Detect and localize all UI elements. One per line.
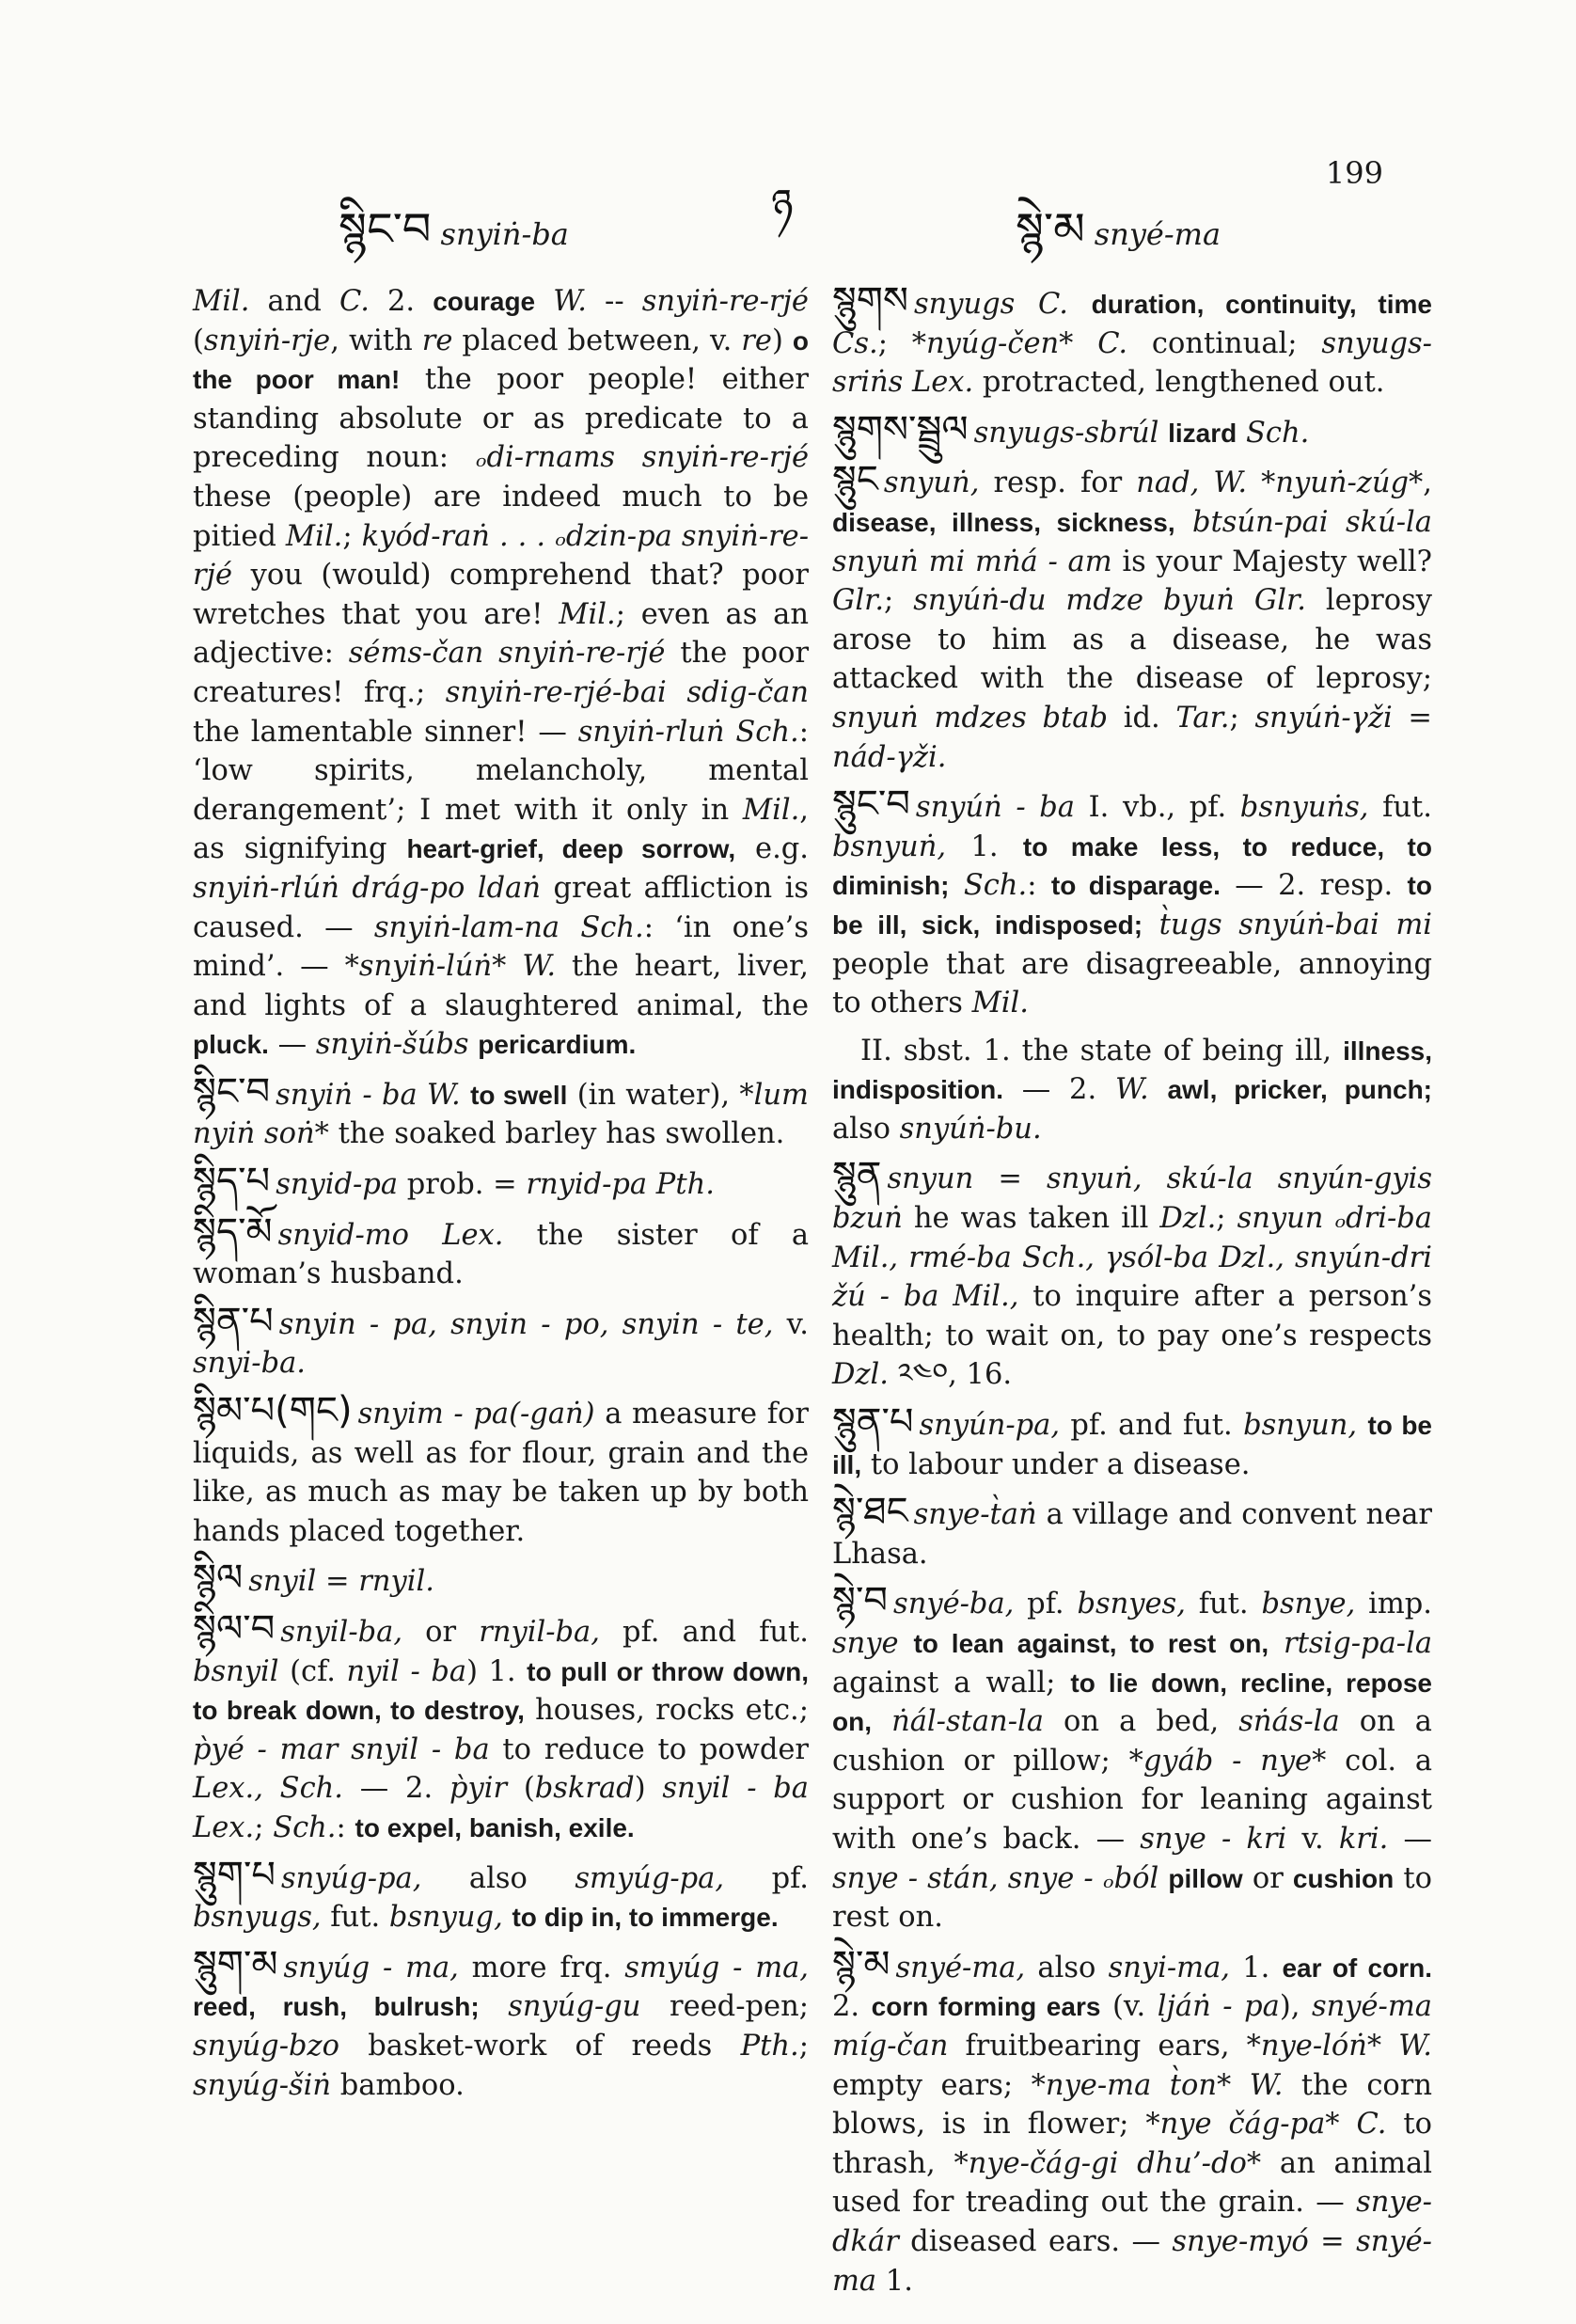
entry-headword-tibetan: སྙིལ་བ [193, 1607, 276, 1651]
dictionary-entry [193, 1853, 809, 1937]
entry-text: snyé-ba, pf. bsnyes, fut. bsnye, imp. snye to lean against, to rest on, rtsig-pa-la against a wall; to lie down, recline, repose on, ṅál-stan-la on a bed, sṅás-la on a cushion or pillow; *gyáb - nye* col. a support or cushion for leaning against with one’s back. — snye - kri v. kri. — snye - stán, snye - ₒból pillow or cushion to rest on. [832, 1588, 1433, 1935]
entry-text: snyugs-sbrúl lizard Sch. [973, 416, 1310, 450]
entry-headword-tibetan: སྙུང [832, 458, 878, 502]
dictionary-entry [193, 1162, 809, 1205]
entry-text: Mil. and C. 2. courage W. -- snyiṅ-re-rjé (snyiṅ-rje, with re placed between, v. re) o the poor man! the poor people! either standing absolute or as predicate to a preceding noun: ₒdi-rnams snyiṅ-re-rjé these (people) are indeed much to be pitied Mil.; kyód-raṅ . . . ₒdzin-pa snyiṅ-re-rjé you (would) comprehend that? poor wretches that you are! Mil.; even as an adjective: séms-čan snyiṅ-re-rjé the poor creatures! frq.; snyiṅ-re-rjé-bai sdig-čan the lamentable sinner! — snyiṅ-rluṅ Sch.: ‘low spirits, melancholy, mental derangement’; I met with it only in Mil., as signifying heart-grief, deep sorrow, e.g. snyiṅ-rlúṅ drág-po ldaṅ great affliction is caused. — snyiṅ-lam-na Sch.: ‘in one’s mind’. — *snyiṅ-lúṅ* W. the heart, liver, and lights of a slaughtered animal, the pluck. — snyiṅ-šúbs pericardium. [193, 285, 810, 1062]
dictionary-entry [193, 1299, 809, 1383]
entry-text: snyugs C. duration, continuity, time Cs.; *nyúg-čen* C. continual; snyugs-sriṅs Lex. protracted, lengthened out. [832, 288, 1432, 400]
entry-text: snyin - pa, snyin - po, snyin - te, v. snyi-ba. [193, 1307, 809, 1381]
entry-text: snyúṅ - ba I. vb., pf. bsnyuṅs, fut. bsnyuṅ, 1. to make less, to reduce, to diminish; Sch.: to disparage. — 2. resp. to be ill, sick, indisposed; t̀ugs snyúṅ-bai mi people that are disagreeable, annoying to others Mil. [832, 791, 1432, 1020]
entry-headword-tibetan: སྙིང་བ [193, 1069, 271, 1114]
dictionary-entry [832, 785, 1432, 1023]
dictionary-entry [193, 1607, 809, 1848]
entry-text: snyid-pa prob. = rnyid-pa Pth. [276, 1168, 715, 1202]
header-left-word: snyiṅ-ba [440, 216, 569, 252]
dictionary-entry [832, 1400, 1432, 1484]
entry-headword-tibetan: སྙུན་པ [832, 1400, 914, 1445]
entry-headword-tibetan: སྙེ་མ [832, 1942, 890, 1986]
dictionary-entry [832, 458, 1432, 777]
entry-text: snye-t̀aṅ a village and convent near Lhasa. [832, 1498, 1432, 1571]
page-number: 199 [1325, 155, 1383, 191]
entry-headword-tibetan: སྙུང་བ [832, 783, 910, 827]
dictionary-entry [193, 1559, 809, 1602]
entry-text: snyúg - ma, more frq. smyúg - ma, reed, rush, bulrush; snyúg-gu reed-pen; snyúg-bzo basket-work of reeds Pth.; snyúg-šiṅ bamboo. [193, 1951, 809, 2102]
entry-headword-tibetan: སྙིད་མོ [193, 1209, 273, 1254]
entry-headword-tibetan: སྙིད་པ [193, 1160, 271, 1204]
entry-headword-tibetan: སྙུགས་སྦྲུལ [832, 407, 969, 451]
header-right-tibetan: སྙེ་མ [1016, 203, 1085, 256]
entry-text: snyun = snyuṅ, skú-la snyún-gyis bzuṅ he was taken ill Dzl.; snyun ₒdri-ba Mil., rmé-ba Sch., γsól-ba Dzl., snyún-dri žú - ba Mil., to inquire after a person’s health; to wait on, to pay one’s respects Dzl. ༢༤༠, 16. [832, 1162, 1432, 1392]
dictionary-entry [832, 1490, 1432, 1573]
entry-text: snyuṅ, resp. for nad, W. *nyuṅ-zúg*, disease, illness, sickness, btsún-pai skú-la snyuṅ mi mṅá - am is your Majesty well? Glr.; snyúṅ-du mdze byuṅ Glr. leprosy arose to him as a disease, he was attacked with the disease of leprosy; snyuṅ mdzes btab id. Tar.; snyúṅ-γži = nád-γži. [832, 466, 1432, 774]
dictionary-entry [193, 1209, 810, 1294]
entry-text: snyúg-pa, also smyúg-pa, pf. bsnyugs, fut. bsnyug, to dip in, to immerge. [193, 1861, 809, 1935]
entry-headword-tibetan: སྙུགས [832, 279, 908, 323]
entry-text: II. sbst. 1. the state of being ill, illness, indisposition. — 2. W. awl, pricker, punch; also snyúṅ-bu. [832, 1034, 1433, 1146]
entry-text: snyil-ba, or rnyil-ba, pf. and fut. bsnyil (cf. nyil - ba) 1. to pull or throw down, to break down, to destroy, houses, rocks etc.; p̀yé - mar snyil - ba to reduce to powder Lex., Sch. — 2. p̀yir (bskrad) snyil - ba Lex.; Sch.: to expel, banish, exile. [193, 1616, 809, 1844]
entry-headword-tibetan: སྙིལ [193, 1557, 244, 1601]
dictionary-entry [832, 1942, 1433, 2300]
entry-text: snyid-mo Lex. the sister of a woman’s husband. [193, 1218, 810, 1291]
entry-text: snyim - pa(-gaṅ) a measure for liquids, as well as for flour, grain and the like, as much as may be taken up by both hands placed together. [193, 1398, 809, 1548]
entry-headword-tibetan: སྙུག་མ [193, 1942, 278, 1986]
entry-text: snyún-pa, pf. and fut. bsnyun, to be ill, to labour under a disease. [832, 1409, 1432, 1481]
dictionary-entry [832, 279, 1432, 403]
header-center-mark: ཉ [771, 181, 794, 229]
dictionary-entry [193, 1069, 809, 1154]
entry-headword-tibetan: སྙིན་པ [193, 1299, 274, 1343]
header-left-tibetan: སྙིང་བ [339, 203, 432, 256]
entry-headword-tibetan: སྙེ་ཐང [832, 1490, 908, 1534]
dictionary-entry [832, 1154, 1432, 1395]
entry-headword-tibetan: སྙེ་བ [832, 1579, 889, 1623]
dictionary-entry [832, 1579, 1433, 1937]
entry-text: snyil = rnyil. [248, 1565, 434, 1599]
right-column [832, 279, 1433, 2309]
header-right-word: snyé-ma [1094, 216, 1221, 252]
entry-text: snyé-ma, also snyi-ma, 1. ear of corn. 2. corn forming ears (v. ljáṅ - pa), snyé-ma míg-čan fruitbearing ears, *nye-lóṅ* W. empty ears; *nye-ma t̀on* W. the corn blows, is in flower; *nye čág-pa* C. to thrash, *nye-čág-gi dhu’-do* an animal used for treading out the grain. — snye-dkár diseased ears. — snye-myó = snyé-ma 1. [832, 1951, 1433, 2298]
left-column [193, 282, 809, 2113]
dictionary-entry [832, 1032, 1432, 1149]
dictionary-entry [193, 1389, 809, 1551]
dictionary-entry [193, 282, 809, 1065]
entry-text: snyiṅ - ba W. to swell (in water), *lum nyiṅ soṅ* the soaked barley has swollen. [193, 1078, 809, 1151]
dictionary-entry [193, 1942, 809, 2105]
entry-headword-tibetan: སྙིམ་པ(གང) [193, 1389, 353, 1433]
entry-headword-tibetan: སྙུན [832, 1154, 882, 1198]
entry-headword-tibetan: སྙུག་པ [193, 1853, 276, 1897]
dictionary-entry [832, 407, 1432, 453]
